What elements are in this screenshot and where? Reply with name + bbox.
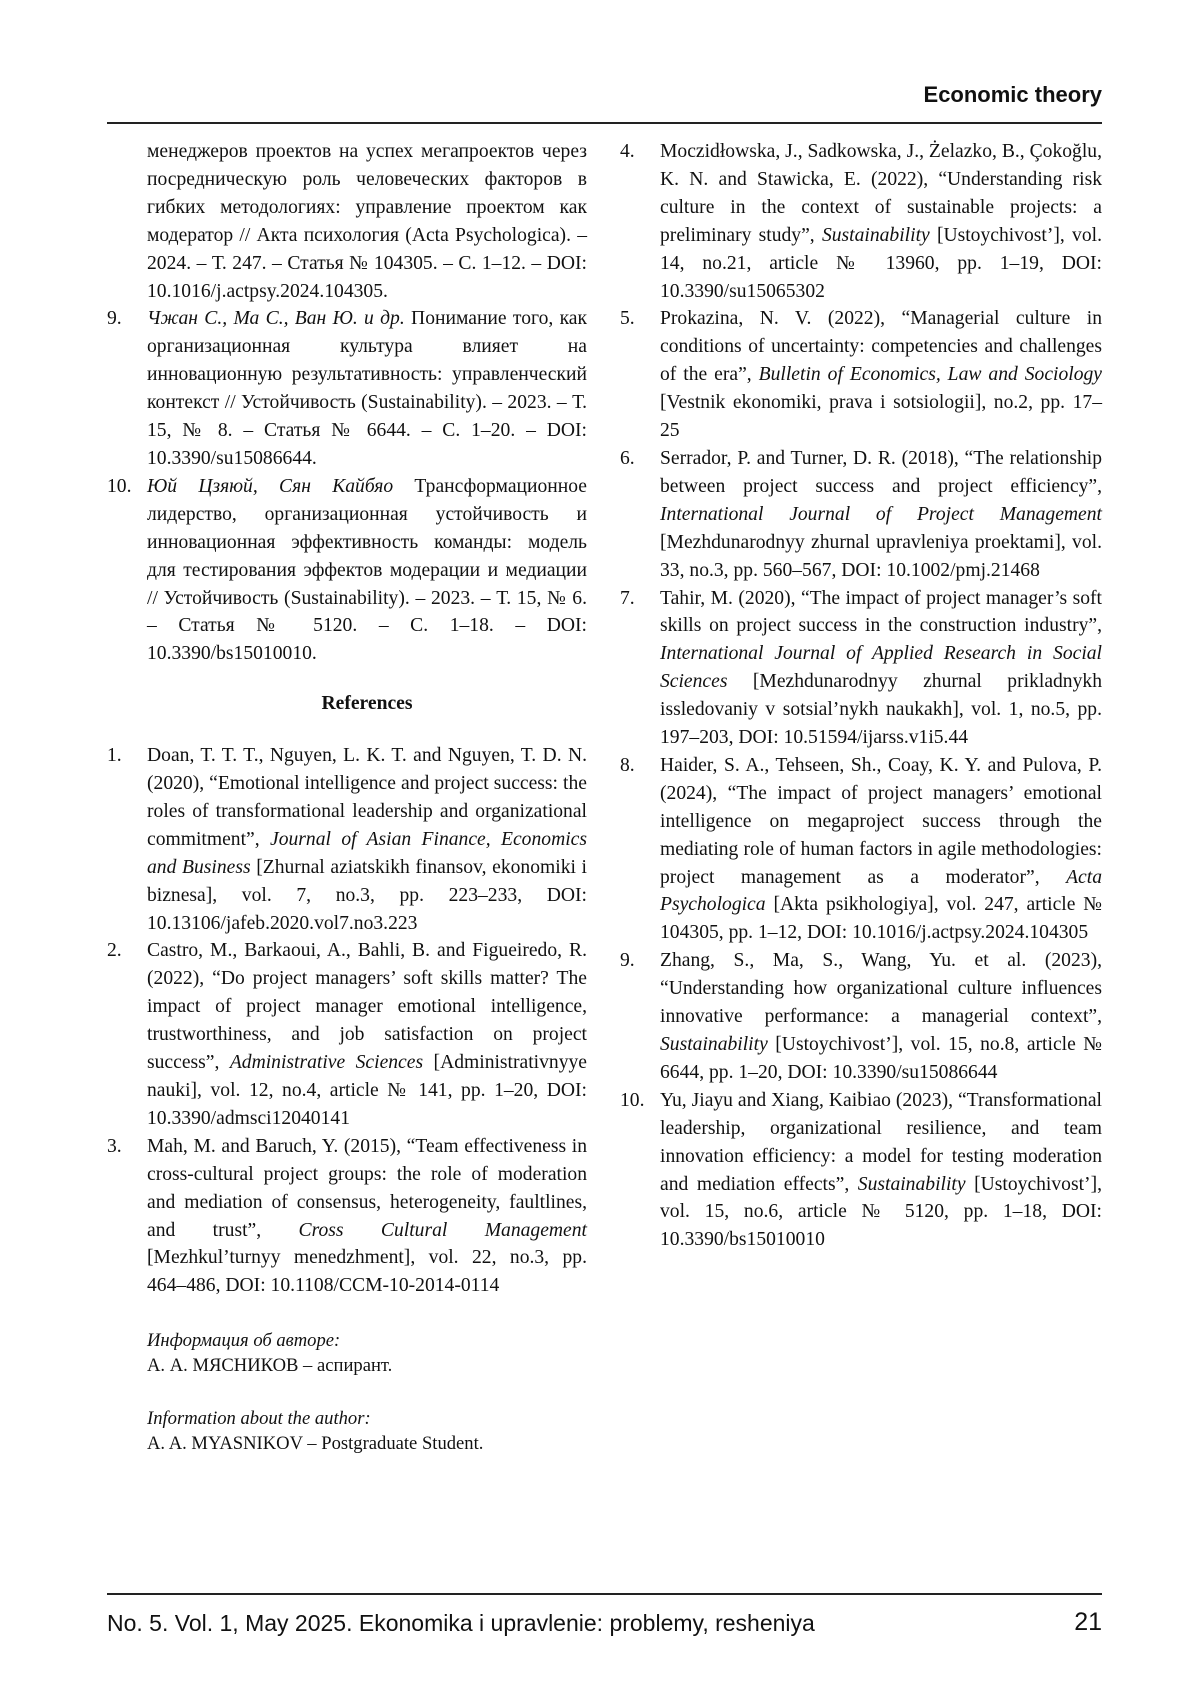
references-heading: References [321,693,413,715]
ru-reference-8-text: менеджеров проектов на успех мегапроектов через посредническую роль человеческих факторов в гибких методологиях: управление проектом как модератор // Акта психология (Acta Psychologica). – 2024. – Т. 247. – Статья № 104305. – С. 1–12. – DOI: 10.1016/j.actpsy.2024.104305. [147,141,587,302]
reference-5-number: 5. [620,308,635,330]
reference-3-text: Mah, M. and Baruch, Y. (2015), “Team effectiveness in cross-cultural project groups: the role of moderation and mediation of consensus, heterogeneity, faultlines, and trust”, [147,1135,587,1241]
reference-2 [107,937,587,1132]
reference-10-details: [Ustoychivost’], vol. 15, no.6, article № 5120, pp. 1–18, DOI: 10.3390/bs15010010 [660,1173,1102,1251]
reference-9-text: Zhang, S., Ma, S., Wang, Yu. et al. (2023), “Understanding how organizational culture influences innovative performance: a managerial context”, [660,950,1102,1028]
reference-3 [107,1133,587,1300]
reference-10 [620,1087,1102,1254]
reference-7-number: 7. [620,587,635,609]
author-info-ru-label: Информация об авторе: [147,1330,341,1352]
author-info-ru-text: А. А. МЯСНИКОВ – аспирант. [147,1355,393,1377]
reference-3-number: 3. [107,1135,122,1157]
author-info-en [107,1406,587,1456]
reference-6-number: 6. [620,447,635,469]
author-info-en-label: Information about the author: [147,1408,371,1430]
section-title: Economic theory [923,82,1102,107]
reference-10-source: Sustainability [857,1173,966,1195]
reference-2-number: 2. [107,940,122,962]
reference-5-details: [Vestnik ekonomiki, prava i sotsiologii], no.2, pp. 17–25 [660,392,1102,442]
reference-4-number: 4. [620,141,635,162]
reference-9-source: Sustainability [660,1034,768,1055]
ru-reference-9-text: Понимание того, как организационная культура влияет на инновационную результативность: управленческий контекст // Устойчивость (Sustainability). – 2023. – Т. 15, № 8. – Статья № 6644. – С. 1–20. – DOI: 10.3390/su15086644. [147,308,588,469]
ru-reference-10-number: 10. [107,475,132,497]
reference-7-text: Tahir, M. (2020), “The impact of project manager’s soft skills on project success in the construction industry”, [660,587,1102,637]
ru-reference-9-number: 9. [107,308,122,330]
reference-7-source: International Journal of Applied Research in Social Sciences [660,643,1102,693]
reference-1-text: Doan, T. T. T., Nguyen, L. K. T. and Nguyen, T. D. N. (2020), “Emotional intelligence and project success: the roles of transformational leadership and organizational commitment”, [147,745,587,850]
reference-1-source: Journal of Asian Finance, Economics and Business [147,828,587,878]
reference-8-number: 8. [620,754,635,776]
reference-9-details: [Ustoychivost’], vol. 15, no.8, article № 6644, pp. 1–20, DOI: 10.3390/su15086644 [660,1034,1102,1083]
ru-reference-10-authors: Юй Цзяюй, Сян Кайбяо [147,475,394,497]
left-column [107,138,587,1456]
ru-reference-10 [107,473,587,668]
author-info-en-text: A. A. MYASNIKOV – Postgraduate Student. [147,1433,484,1455]
reference-6 [620,445,1102,585]
reference-7-details: [Mezhdunarodnyy zhurnal prikladnykh issledovaniy v sotsial’nykh naukakh], vol. 1, no.5, pp. 197–203, DOI: 10.51594/ijarss.v1i5.44 [660,671,1102,749]
reference-1-details: [Zhurnal aziatskikh finansov, ekonomiki i biznesa], vol. 7, no.3, pp. 223–233, DOI: 10.13106/jafeb.2020.vol7.no3.223 [147,856,587,934]
reference-2-text: Castro, M., Barkaoui, A., Bahli, B. and Figueiredo, R. (2022), “Do project managers’ soft skills matter? The impact of project manager emotional intelligence, trustworthiness, and job satisfaction on project success”, [147,940,587,1074]
ru-reference-8-continued [107,138,587,305]
reference-6-details: [Mezhdunarodnyy zhurnal upravleniya proektami], vol. 33, no.3, pp. 560–567, DOI: 10.1002/pmj.21468 [660,531,1102,581]
reference-8-source: Acta Psychologica [660,866,1102,916]
reference-5 [620,305,1102,445]
reference-10-number: 10. [620,1089,645,1111]
reference-9 [620,947,1102,1087]
footer-rule [107,1593,1102,1595]
reference-7 [620,585,1102,752]
author-info-ru [107,1328,587,1378]
ru-reference-9-authors: Чжан С., Ма С., Ван Ю. и др. [147,308,405,330]
reference-8-text: Haider, S. A., Tehseen, Sh., Coay, K. Y. and Pulova, P. (2024), “The impact of project managers’ emotional intelligence on megaproject success through the mediating role of human factors in agile methodologies: project management as a moderator”, [660,754,1102,888]
reference-6-text: Serrador, P. and Turner, D. R. (2018), “The relationship between project success and project efficiency”, [660,447,1102,497]
reference-3-source: Cross Cultural Management [298,1219,587,1241]
journal-footer: No. 5. Vol. 1, May 2025. Ekonomika i upravlenie: problemy, resheniya [107,1610,815,1636]
ru-reference-10-text: Трансформационное лидерство, организационная устойчивость и инновационная эффективность команды: модель для тестирования эффектов модерации и медиации // Устойчивость (Sustainability). – 2023. – Т. 15, № 6. – Статья № 5120. – С. 1–18. – DOI: 10.3390/bs15010010. [147,475,587,665]
reference-4-details: [Ustoychivost’], vol. 14, no.21, article № 13960, pp. 1–19, DOI: 10.3390/su15065302 [660,224,1102,302]
reference-2-details: [Administrativnyye nauki], vol. 12, no.4, article № 141, pp. 1–20, DOI: 10.3390/admsci12040141 [147,1052,587,1129]
reference-10-text: Yu, Jiayu and Xiang, Kaibiao (2023), “Transformational leadership, organizational resilience, and team innovation efficiency: a model for testing moderation and mediation effects”, [660,1089,1102,1195]
ru-reference-9 [107,305,587,472]
reference-6-source: International Journal of Project Management [660,503,1102,525]
header-rule [107,122,1102,124]
reference-3-details: [Mezhkul’turnyy menedzhment], vol. 22, no.3, pp. 464–486, DOI: 10.1108/CCM-10-2014-0114 [147,1247,587,1297]
reference-8 [620,752,1102,947]
reference-5-source: Bulletin of Economics, Law and Sociology [758,364,1103,386]
reference-9-number: 9. [620,950,635,972]
page-number: 21 [1074,1608,1102,1636]
reference-4-text: Moczidłowska, J., Sadkowska, J., Żelazko, B., Çokoğlu, K. N. and Stawicka, E. (2022), “Understanding risk culture in the context of sustainable projects: a preliminary study”, [660,141,1102,246]
right-column [620,138,1102,1254]
reference-2-source: Administrative Sciences [229,1052,424,1074]
reference-4-source: Sustainability [821,224,930,246]
reference-5-text: Prokazina, N. V. (2022), “Managerial culture in conditions of uncertainty: competencies and challenges of the era”, [660,308,1102,386]
reference-1 [107,742,587,937]
reference-8-details: [Akta psikhologiya], vol. 247, article № 104305, pp. 1–12, DOI: 10.1016/j.actpsy.2024.104305 [660,894,1102,944]
reference-4 [620,138,1102,305]
reference-1-number: 1. [107,745,122,767]
